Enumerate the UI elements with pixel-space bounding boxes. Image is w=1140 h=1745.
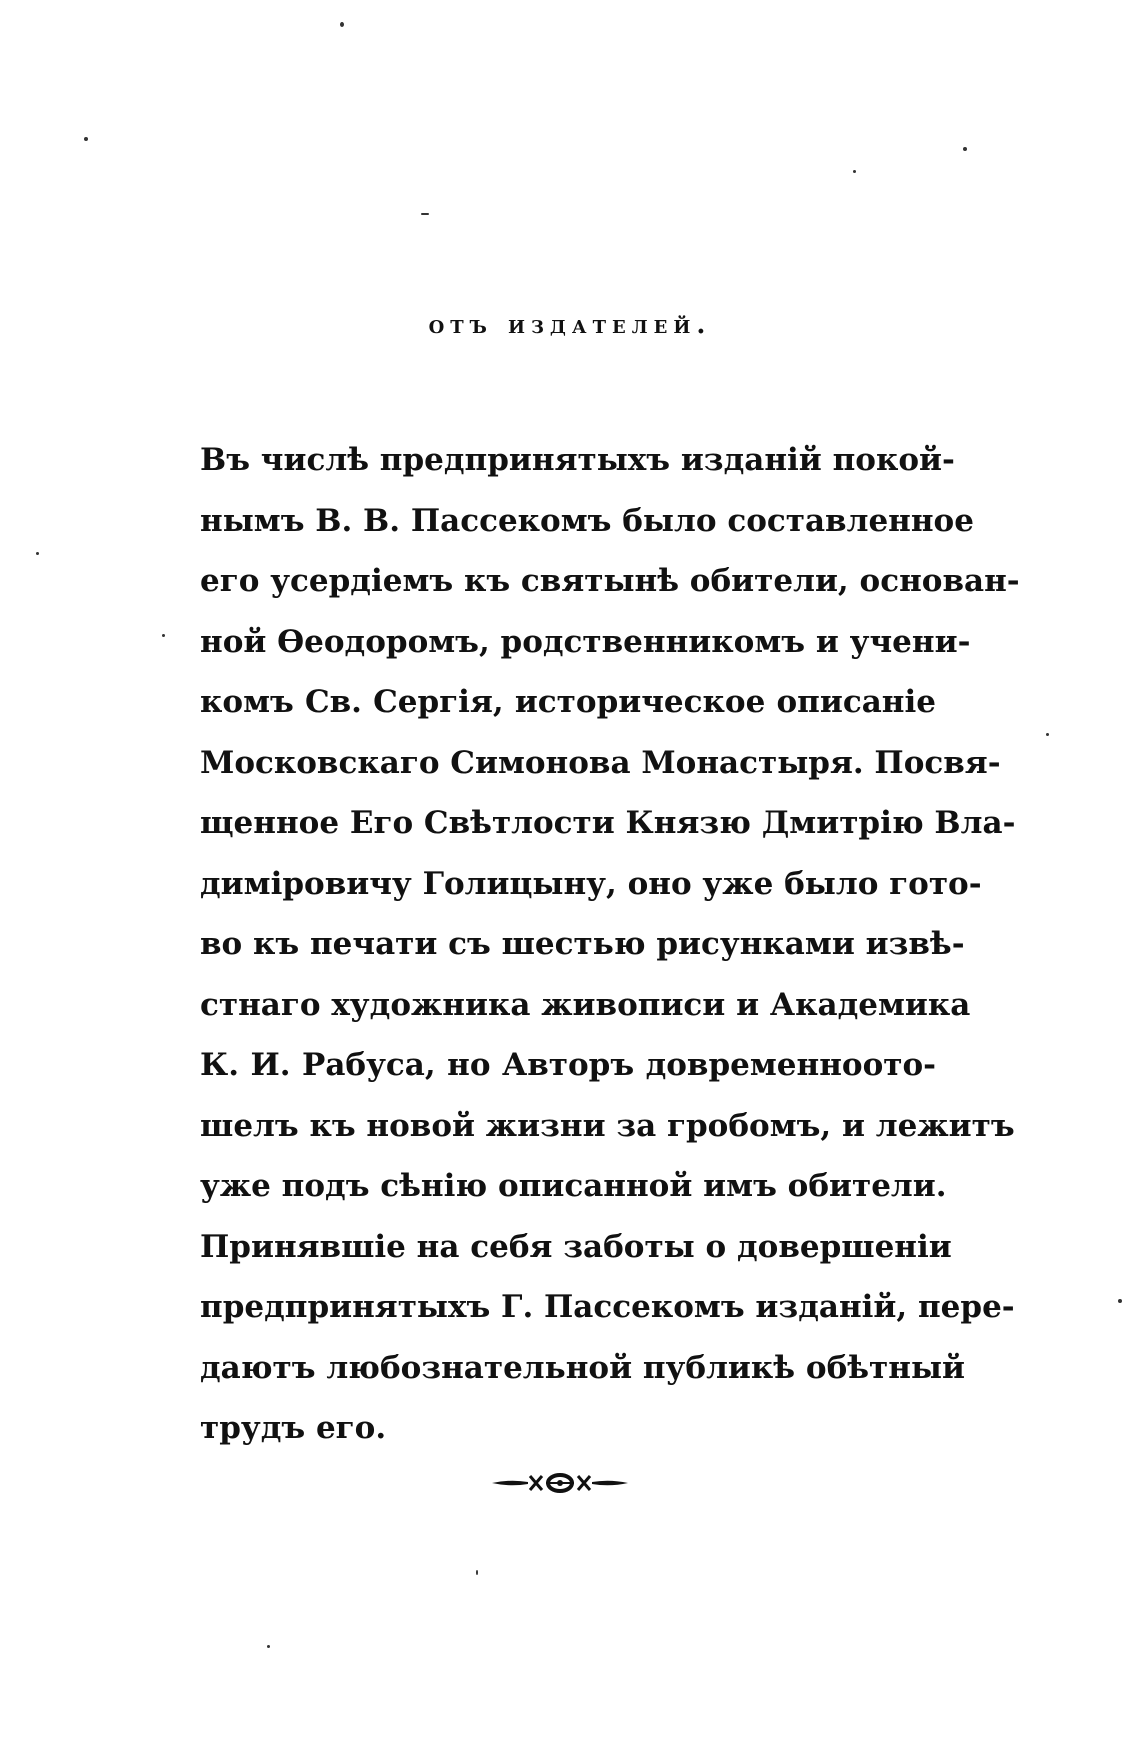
text-line: Въ числѣ предпринятыхъ изданій покой- <box>200 442 955 478</box>
text-line: трудъ его. <box>200 1410 387 1446</box>
body-paragraph <box>200 430 1020 1459</box>
text-line: уже подъ сѣнію описанной имъ обители. <box>200 1168 947 1204</box>
scan-speck <box>162 634 165 637</box>
scan-speck <box>267 1645 270 1648</box>
ornament-flourish-icon <box>490 1468 630 1498</box>
scan-speck <box>84 137 88 141</box>
text-line: даютъ любознательной публикѣ обѣтный <box>200 1349 966 1386</box>
scan-speck <box>476 1570 478 1575</box>
text-line: нымъ В. В. Пассекомъ было составленное <box>200 502 974 539</box>
page-heading: отъ издателей. <box>428 310 712 340</box>
text-line: предпринятыхъ Г. Пассекомъ изданій, пере- <box>200 1289 1015 1325</box>
text-line: шелъ къ новой жизни за гробомъ, и лежитъ <box>200 1107 1015 1144</box>
scan-speck <box>853 170 856 173</box>
text-line: его усердіемъ къ святынѣ обители, основан- <box>200 563 1020 599</box>
text-line: щенное Его Свѣтлости Князю Дмитрію Вла- <box>200 805 1016 841</box>
scan-speck <box>421 213 429 215</box>
text-line: Московскаго Симонова Монастыря. Посвя- <box>200 744 1001 781</box>
scan-speck <box>1046 733 1049 736</box>
text-line: во къ печати съ шестью рисунками извѣ- <box>200 926 965 962</box>
text-line: К. И. Рабуса, но Авторъ довременноото- <box>200 1047 936 1083</box>
text-line: ной Өеодоромъ, родственникомъ и учени- <box>200 623 971 660</box>
text-line: Принявшіе на себя заботы о довершеніи <box>200 1228 952 1265</box>
scan-speck <box>1118 1299 1122 1303</box>
text-line: стнаго художника живописи и Академика <box>200 986 971 1023</box>
text-line: комъ Св. Сергія, историческое описаніе <box>200 684 936 720</box>
text-line: диміровичу Голицыну, оно уже было гото- <box>200 865 982 902</box>
scan-speck <box>36 552 39 555</box>
scan-speck <box>340 22 344 27</box>
scan-speck <box>963 147 967 151</box>
